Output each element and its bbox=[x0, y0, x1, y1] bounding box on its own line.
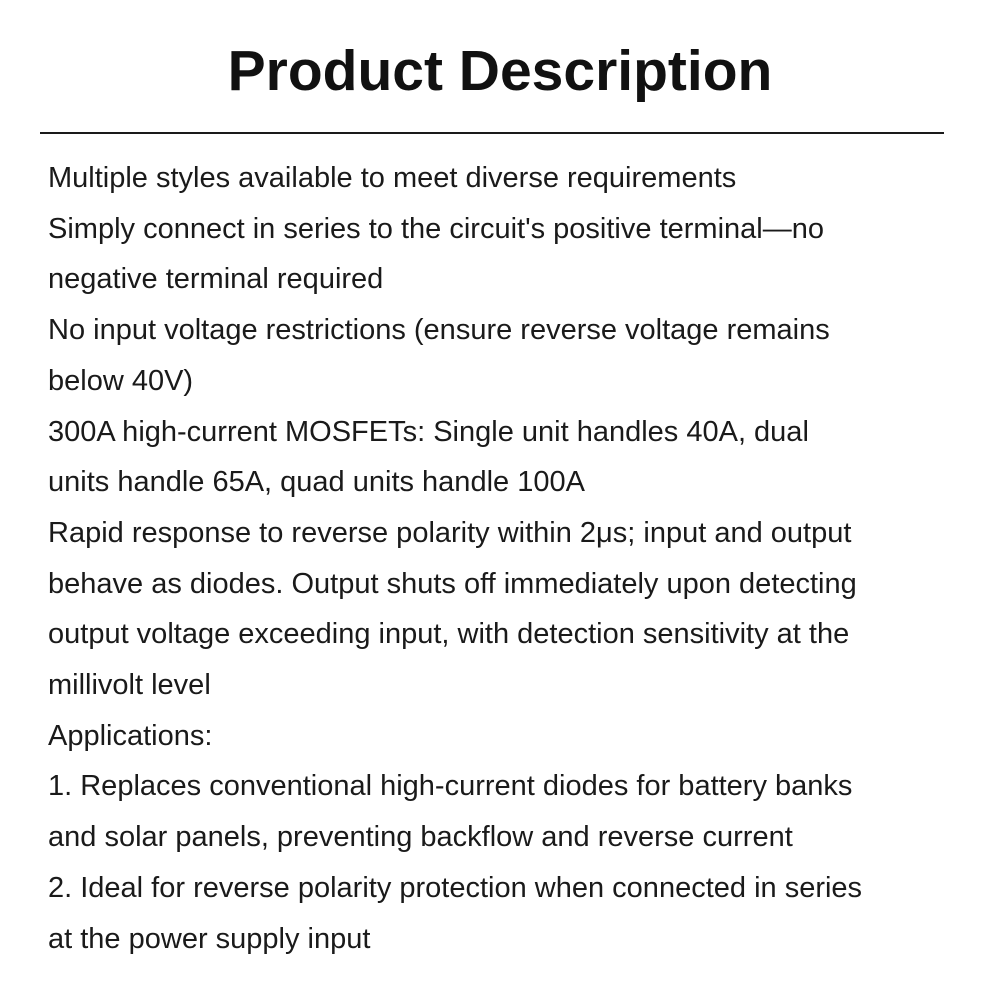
applications-heading: Applications: bbox=[48, 719, 213, 752]
description-line: millivolt level bbox=[48, 669, 211, 702]
description-line: 300A high-current MOSFETs: Single unit handles 40A, dual bbox=[48, 415, 809, 448]
description-line: negative terminal required bbox=[48, 263, 384, 296]
description-line: Simply connect in series to the circuit's positive terminal—no bbox=[48, 212, 824, 245]
description-line: units handle 65A, quad units handle 100A bbox=[48, 466, 585, 499]
description-line: output voltage exceeding input, with detection sensitivity at the bbox=[48, 618, 850, 651]
page-title: Product Description bbox=[227, 39, 773, 103]
title-divider bbox=[40, 132, 944, 134]
description-line: behave as diodes. Output shuts off immediately upon detecting bbox=[48, 567, 857, 600]
description-line: below 40V) bbox=[48, 364, 194, 397]
description-line: Multiple styles available to meet diverse requirements bbox=[48, 162, 737, 194]
description-body bbox=[48, 153, 958, 964]
application-item-2: 2. Ideal for reverse polarity protection when connected in series bbox=[48, 871, 863, 904]
description-line: No input voltage restrictions (ensure reverse voltage remains bbox=[48, 314, 830, 347]
description-line: Rapid response to reverse polarity within 2μs; input and output bbox=[48, 516, 852, 549]
application-item-1: 1. Replaces conventional high-current diodes for battery banks bbox=[48, 770, 853, 803]
application-item-2-cont: at the power supply input bbox=[48, 922, 371, 955]
application-item-1-cont: and solar panels, preventing backflow and reverse current bbox=[48, 821, 793, 854]
